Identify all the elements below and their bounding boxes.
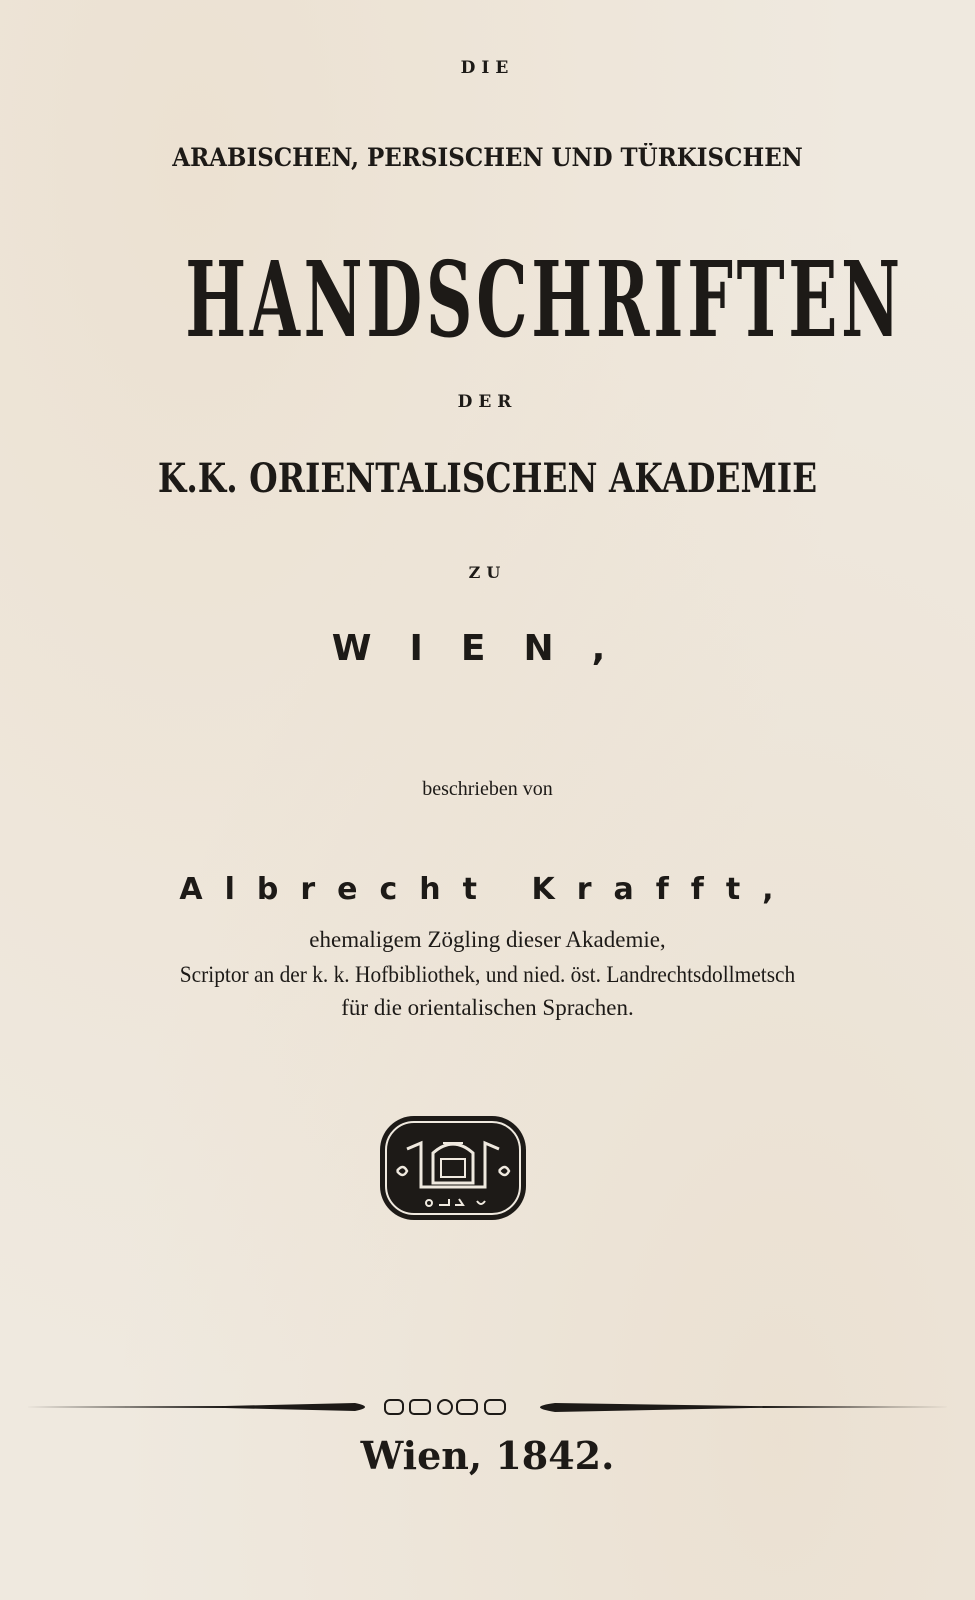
- author-description-line: Scriptor an der k. k. Hofbibliothek, und nied. öst. Landrechtsdollmetsch: [179, 962, 796, 987]
- heading-die: DIE: [460, 58, 515, 78]
- author-description-line: ehemaligem Zögling dieser Akademie,: [309, 927, 666, 952]
- decorative-rule-divider: [25, 1395, 950, 1419]
- heading-der: DER: [457, 392, 518, 412]
- author-name: Albrecht Krafft,: [179, 872, 796, 907]
- heading-zu: ZU: [468, 563, 507, 582]
- subject-line: ARABISCHEN, PERSISCHEN UND TÜRKISCHEN: [172, 143, 803, 172]
- imprint: Wien, 1842.: [360, 1433, 615, 1478]
- city-name: WIEN,: [331, 628, 644, 669]
- author-description-line: für die orientalischen Sprachen.: [341, 995, 634, 1020]
- institution-name: K.K. ORIENTALISCHEN AKADEMIE: [157, 455, 818, 502]
- main-title: HANDSCHRIFTEN: [185, 238, 904, 361]
- byline: beschrieben von: [422, 778, 553, 800]
- arabic-calligraphy-seal-icon: [377, 1113, 529, 1223]
